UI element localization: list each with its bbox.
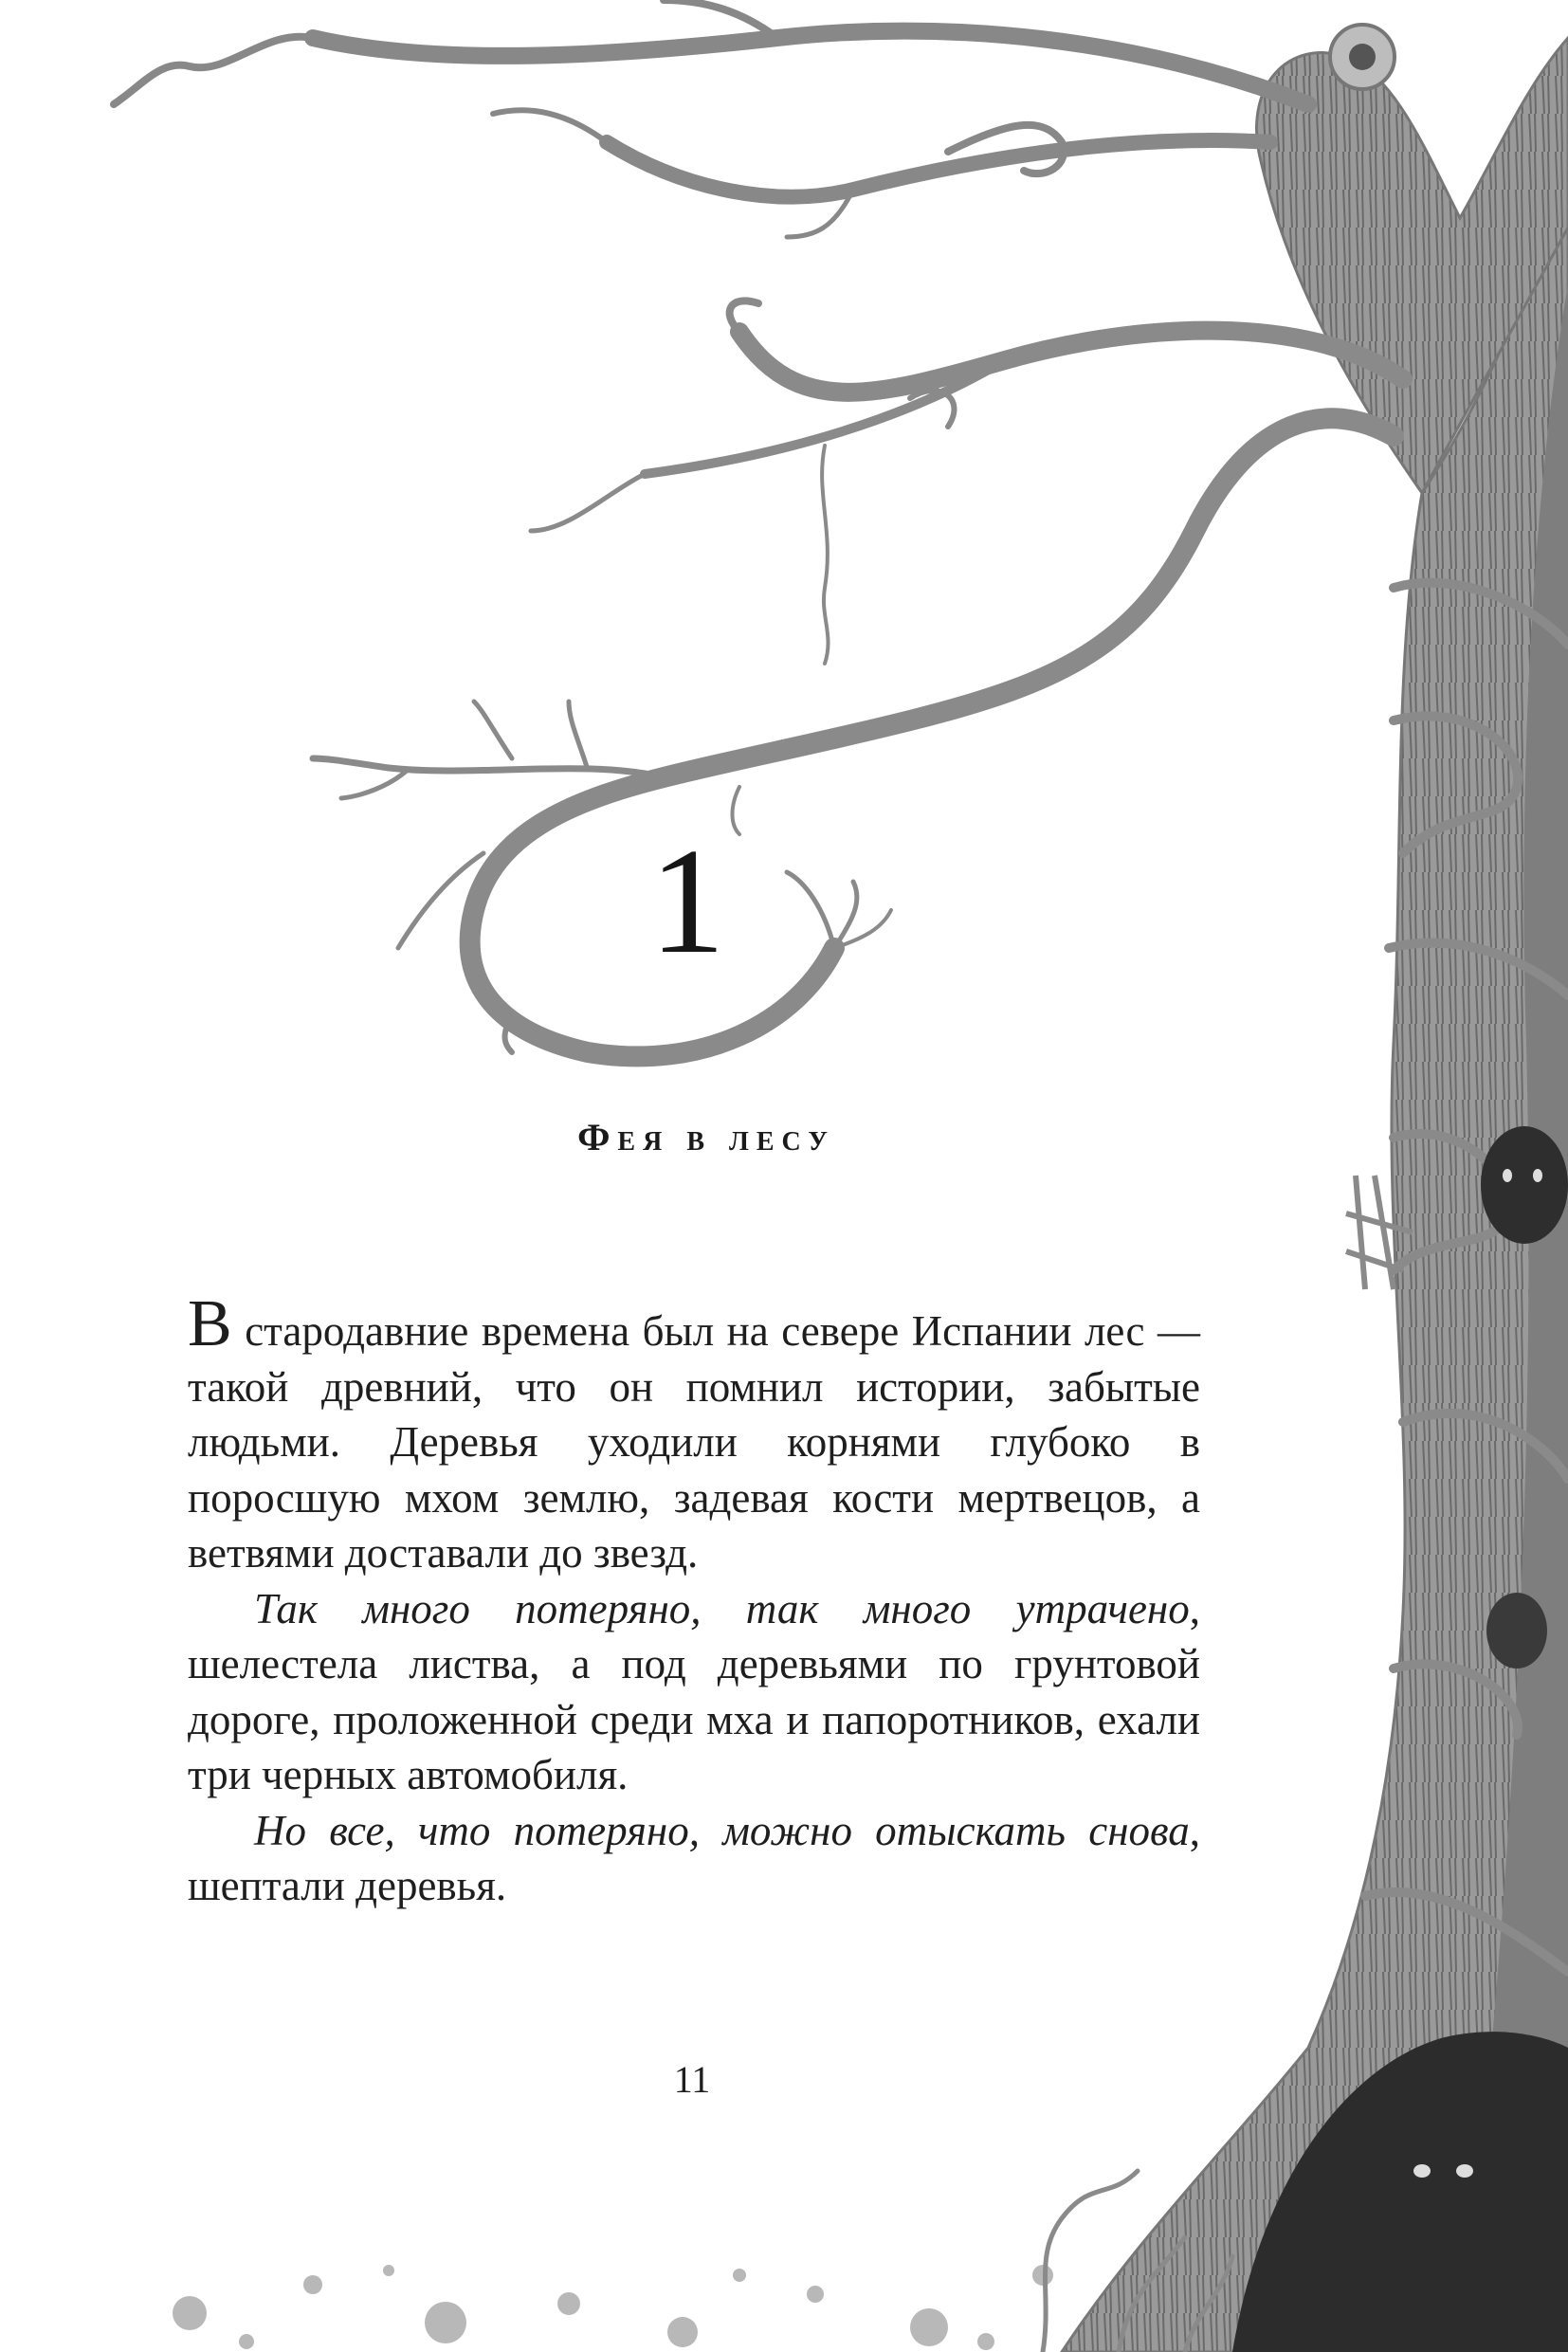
paragraph <box>188 1287 1200 1581</box>
chapter-number: 1 <box>649 816 725 985</box>
paragraph-text: , шептали деревья. <box>188 1806 1200 1909</box>
paragraph <box>188 1803 1200 1914</box>
chapter-text <box>188 1287 1200 1914</box>
paragraph <box>188 1581 1200 1803</box>
drop-cap: В <box>188 1287 232 1360</box>
paragraph-text: , шелестела листва, а под деревьями по грунтовой дороге, проложенной среди мха и папоротников, ехали три черных автомобиля. <box>188 1584 1200 1798</box>
chapter-title: Фея в лесу <box>577 1116 835 1158</box>
paragraph-italic-text: Но все, что потеряно, можно отыскать снова <box>254 1806 1190 1854</box>
paragraph-text: стародавние времена был на севере Испании лес — такой древний, что он помнил истории, забытые людьми. Деревья уходили корнями глубоко в поросшую мхом землю, задевая кости мертвецов, а ветвями доставали до звезд. <box>188 1307 1200 1577</box>
paragraph-italic-text: Так много потеряно, так много утрачено <box>254 1584 1190 1632</box>
page-number: 11 <box>673 2058 711 2101</box>
tree-trunk <box>1062 171 1568 2352</box>
